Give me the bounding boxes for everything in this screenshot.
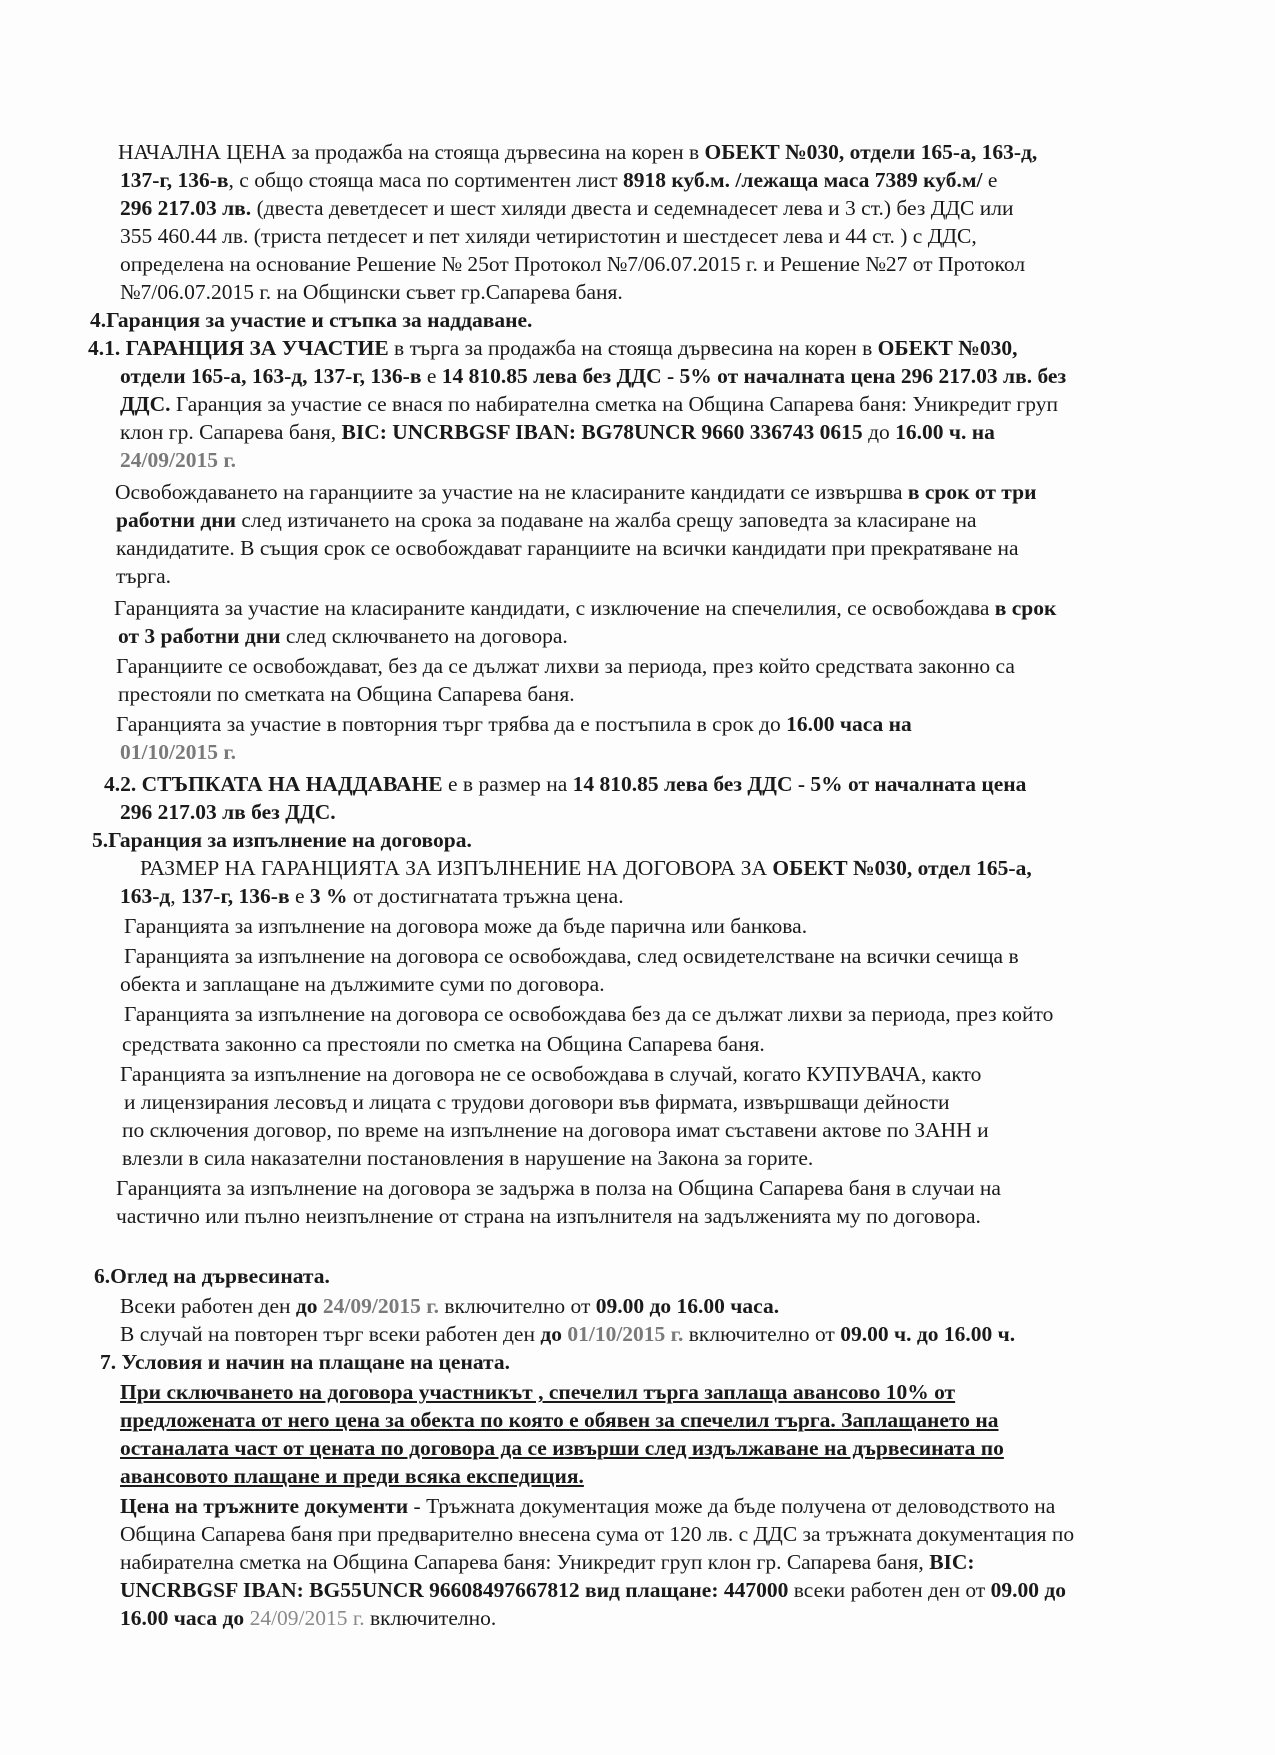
text-line: [120, 1603, 496, 1633]
text-line: [120, 1547, 975, 1577]
text-line: [120, 389, 1058, 419]
text-line: [120, 165, 997, 195]
text-line: [116, 1173, 1001, 1203]
text-line: [120, 969, 605, 999]
text-line: [116, 651, 1015, 681]
text-line: [116, 1201, 981, 1231]
text-segment: до: [540, 1322, 562, 1346]
text-segment: 355 460.44 лв. (триста петдесет и пет хиляди четиристотин и шестдесет лева и 44 ст. ) с ДДС,: [120, 224, 977, 248]
text-segment: Гаранция за участие се внася по набирателна сметка на Община Сапарева баня: Уникредит груп: [170, 392, 1058, 416]
text-segment: 3 %: [309, 884, 348, 908]
text-line: [140, 853, 1032, 883]
text-segment: НАЧАЛНА ЦЕНА за продажба на стояща дървесина на корен в: [118, 140, 705, 164]
text-segment: от достигнатата тръжна цена.: [347, 884, 624, 908]
text-segment: е в размер на: [442, 772, 573, 796]
text-segment: Гаранцията за участие в повторния търг трябва да е постъпила в срок до: [116, 712, 787, 736]
text-line: [120, 1291, 779, 1321]
text-line: [124, 911, 807, 941]
text-segment: останалата част от цената по договора да се извърши след издължаване на дървесината по: [120, 1436, 1004, 1460]
text-segment: 16.00 часа до: [120, 1606, 245, 1630]
text-line: [120, 1491, 1055, 1521]
text-segment: 01/10/2015 г.: [567, 1322, 684, 1346]
text-segment: 137-г, 136-в: [120, 168, 229, 192]
text-segment: е: [982, 168, 998, 192]
text-segment: (двеста деветдесет и шест хиляди двеста и седемнадесет лева и 3 ст.) без ДДС или: [251, 196, 1014, 220]
text-segment: 24/09/2015 г.: [120, 448, 237, 472]
text-line: [88, 333, 1018, 363]
text-line: [116, 561, 171, 591]
text-line: [122, 1143, 813, 1173]
text-line: [122, 1029, 765, 1059]
text-line: [104, 769, 1026, 799]
text-segment: Община Сапарева баня при предварително внесена сума от 120 лв. с ДДС за тръжната документация по: [120, 1522, 1075, 1546]
text-line: [120, 1377, 955, 1407]
text-line: [94, 1261, 330, 1291]
text-line: [115, 477, 1036, 507]
text-segment: ОБЕКТ №030,: [877, 336, 1018, 360]
text-segment: всеки работен ден от: [788, 1578, 991, 1602]
text-segment: 09.00 ч. до 16.00 ч.: [840, 1322, 1016, 1346]
text-segment: включително от: [683, 1322, 841, 1346]
text-line: [120, 1519, 1074, 1549]
text-segment: и лицензирания лесовъд и лицата с трудови договори във фирмата, извършващи дейности: [124, 1090, 950, 1114]
text-segment: ,: [170, 884, 182, 908]
text-line: [116, 709, 912, 739]
text-line: [120, 1461, 584, 1491]
text-segment: в търга за продажба на стояща дървесина на корен в: [388, 336, 878, 360]
text-segment: Гаранцията за участие на класираните кандидати, с изключение на спечелилия, се освобождава: [114, 596, 995, 620]
text-line: [120, 1433, 1004, 1463]
text-line: [120, 249, 1025, 279]
text-line: [120, 193, 1014, 223]
text-line: [120, 221, 977, 251]
text-segment: е: [421, 364, 442, 388]
text-segment: до: [295, 1294, 318, 1318]
text-segment: търга.: [116, 564, 171, 588]
text-line: [120, 1405, 999, 1435]
text-segment: частично или пълно неизпълнение от страна на изпълнителя на задълженията му по договора.: [116, 1204, 981, 1228]
text-segment: 7. Условия и начин на плащане на цената.: [100, 1350, 510, 1374]
text-segment: Цена на тръжните документи: [120, 1494, 409, 1518]
text-line: [120, 445, 236, 475]
text-segment: ОБЕКТ №030, отдел 165-а,: [772, 856, 1032, 880]
text-segment: ДДС.: [120, 392, 171, 416]
text-line: [122, 1115, 989, 1145]
text-segment: 6.Оглед на дървесината.: [94, 1264, 330, 1288]
text-segment: 14 810.85 лева без ДДС - 5% от началната цена 296 217.03 лв. без: [441, 364, 1067, 388]
text-line: [90, 305, 532, 335]
text-line: [120, 1059, 981, 1089]
text-line: [118, 621, 568, 651]
text-segment: работни дни: [116, 508, 237, 532]
text-segment: 16.00 часа на: [786, 712, 912, 736]
text-segment: Освобождаването на гаранциите за участие на не класираните кандидати се извършва: [115, 480, 908, 504]
text-segment: от 3 работни дни: [118, 624, 281, 648]
text-segment: включително.: [364, 1606, 497, 1630]
text-line: [120, 277, 623, 307]
text-segment: 01/10/2015 г.: [120, 740, 237, 764]
text-segment: кандидатите. В същия срок се освобождават гаранциите на всички кандидати при прекратяване на: [116, 536, 1019, 560]
text-segment: определена на основание Решение № 25от Протокол №7/06.07.2015 г. и Решение №27 от Протокол: [120, 252, 1026, 276]
text-line: [92, 825, 472, 855]
text-segment: 4.2. СТЪПКАТА НА НАДДАВАНЕ: [104, 772, 443, 796]
text-segment: престояли по сметката на Община Сапарева баня.: [118, 682, 575, 706]
text-segment: в срок: [994, 596, 1057, 620]
text-segment: Гаранцията за изпълнение на договора зе задържа в полза на Община Сапарева баня в случаи на: [116, 1176, 1001, 1200]
text-segment: Гаранциите се освобождават, без да се дължат лихви за периода, през който средствата законно са: [116, 654, 1015, 678]
text-segment: , с общо стояща маса по сортиментен лист: [228, 168, 623, 192]
text-segment: Гаранцията за изпълнение на договора се освобождава без да се дължат лихви за периода, през който: [124, 1002, 1054, 1026]
text-line: [124, 941, 1019, 971]
text-segment: 296 217.03 лв без ДДС.: [120, 800, 336, 824]
text-line: [120, 361, 1066, 391]
text-line: [118, 679, 575, 709]
text-line: [124, 1087, 949, 1117]
text-segment: след сключването на договора.: [280, 624, 568, 648]
text-line: [120, 797, 336, 827]
text-segment: предложената от него цена за обекта по която е обявен за спечелил търга. Заплащането на: [120, 1408, 999, 1432]
text-line: [100, 1347, 510, 1377]
text-segment: отдели 165-а, 163-д, 137-г, 136-в: [120, 364, 422, 388]
text-segment: 296 217.03 лв.: [120, 196, 252, 220]
text-line: [116, 505, 977, 535]
text-segment: до: [862, 420, 896, 444]
text-segment: влезли в сила наказателни постановления в нарушение на Закона за горите.: [122, 1146, 814, 1170]
text-segment: При сключването на договора участникът , спечелил търга заплаща авансово 10% от: [120, 1380, 956, 1404]
text-segment: е: [289, 884, 310, 908]
text-line: [120, 881, 624, 911]
text-line: [116, 533, 1019, 563]
text-segment: 09.00 до: [990, 1578, 1066, 1602]
text-line: [124, 999, 1053, 1029]
text-segment: BIC:: [929, 1550, 975, 1574]
text-line: [120, 417, 995, 447]
text-segment: РАЗМЕР НА ГАРАНЦИЯТА ЗА ИЗПЪЛНЕНИЕ НА ДОГОВОРА ЗА: [140, 856, 773, 880]
text-segment: 24/09/2015 г.: [322, 1294, 439, 1318]
text-line: [118, 137, 1037, 167]
text-segment: клон гр. Сапарева баня,: [120, 420, 342, 444]
text-line: [120, 737, 236, 767]
text-segment: Гаранцията за изпълнение на договора може да бъде парична или банкова.: [124, 914, 808, 938]
text-segment: BIC: UNCRBGSF IBAN: BG78UNCR 9660 336743 0615: [341, 420, 863, 444]
text-segment: авансовото плащане и преди всяка експедиция.: [120, 1464, 584, 1488]
text-segment: 137-г, 136-в: [181, 884, 290, 908]
text-segment: 163-д: [120, 884, 171, 908]
text-line: [120, 1319, 1015, 1349]
text-segment: UNCRBGSF IBAN: BG55UNCR 96608497667812 вид плащане: 447000: [120, 1578, 789, 1602]
text-segment: средствата законно са престояли по сметка на Община Сапарева баня.: [122, 1032, 765, 1056]
text-line: [114, 593, 1056, 623]
text-segment: в срок от три: [907, 480, 1037, 504]
text-segment: 14 810.85 лева без ДДС - 5% от началната цена: [572, 772, 1027, 796]
text-segment: ОБЕКТ №030, отдели 165-а, 163-д,: [704, 140, 1038, 164]
text-segment: 16.00 ч. на: [895, 420, 995, 444]
text-segment: 4.1. ГАРАНЦИЯ ЗА УЧАСТИЕ: [88, 336, 389, 360]
text-segment: В случай на повторен търг всеки работен ден: [120, 1322, 541, 1346]
text-segment: Гаранцията за изпълнение на договора не се освобождава в случай, когато КУПУВАЧА, както: [120, 1062, 982, 1086]
text-segment: 5.Гаранция за изпълнение на договора.: [92, 828, 472, 852]
text-segment: 8918 куб.м. /лежаща маса 7389 куб.м/: [622, 168, 983, 192]
text-segment: 09.00 до 16.00 часа.: [595, 1294, 780, 1318]
text-segment: Гаранцията за изпълнение на договора се освобождава, след освидетелстване на всички сечища в: [124, 944, 1019, 968]
text-segment: Всеки работен ден: [120, 1294, 296, 1318]
text-segment: 24/09/2015 г.: [249, 1606, 365, 1630]
text-segment: набирателна сметка на Община Сапарева баня: Уникредит груп клон гр. Сапарева баня,: [120, 1550, 930, 1574]
text-segment: №7/06.07.2015 г. на Общински съвет гр.Сапарева баня.: [120, 280, 623, 304]
text-segment: обекта и заплащане на дължимите суми по договора.: [120, 972, 605, 996]
text-segment: - Тръжната документация може да бъде получена от деловодството на: [408, 1494, 1056, 1518]
text-segment: след изтичането на срока за подаване на жалба срещу заповедта за класиране на: [236, 508, 977, 532]
text-segment: включително от: [438, 1294, 596, 1318]
text-segment: 4.Гаранция за участие и стъпка за наддаване.: [90, 308, 533, 332]
text-line: [120, 1575, 1066, 1605]
text-segment: по сключения договор, по време на изпълнение на договора имат съставени актове по ЗАНН и: [122, 1118, 989, 1142]
